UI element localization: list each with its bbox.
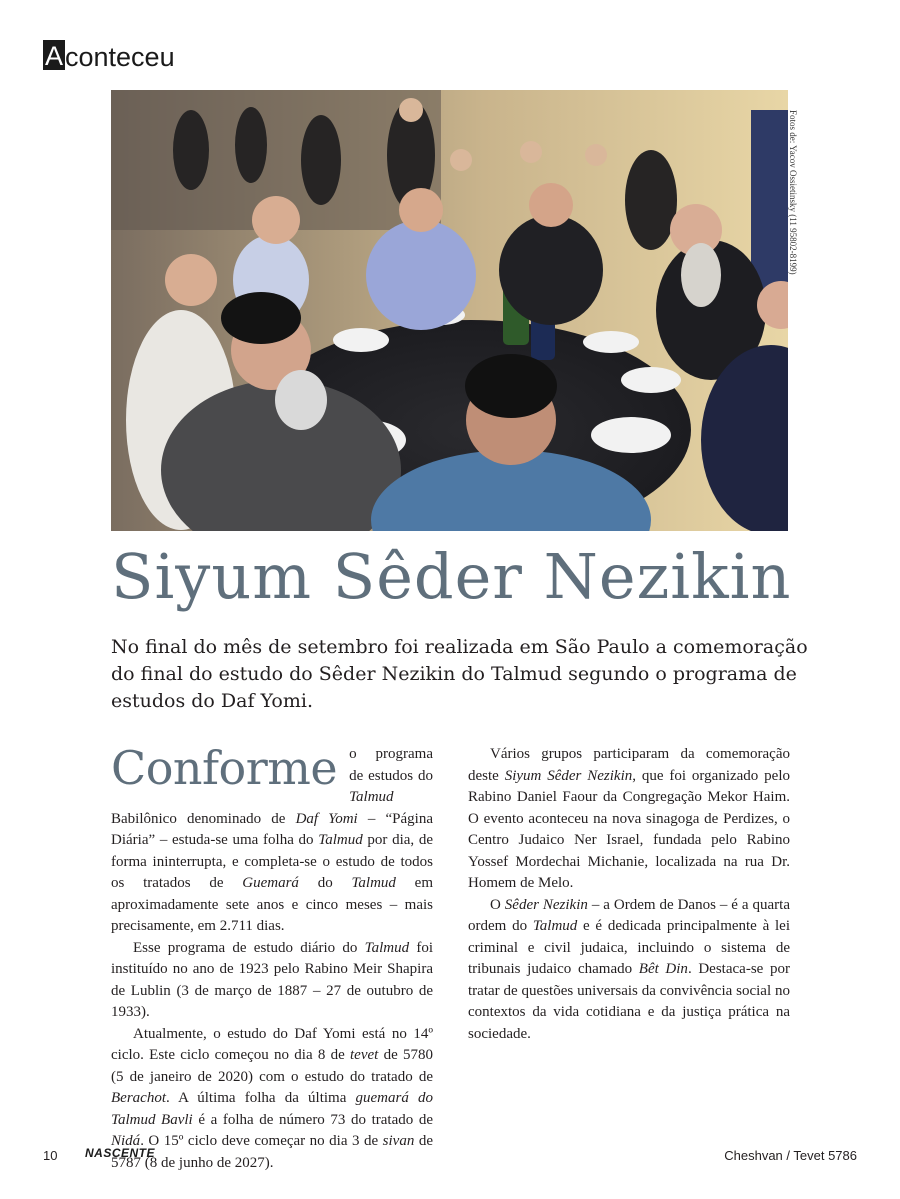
italic-term: Bêt Din: [638, 961, 688, 977]
text-run: foi instituído no ano de 1923 pelo Rabino Meir Shapira de Lublin (3 de março de 1887 – 27 de outubro de 1933).: [111, 939, 433, 1020]
text-run: de 5787 (8 de junho de 2027).: [111, 1133, 433, 1171]
text-run: e é dedicada principalmente à lei criminal e civil judaica, incluindo o sistema de tribunais judaico chamado: [468, 918, 790, 977]
text-run: por dia, de forma ininterrupta, e completa-se o estudo de todos os tratados de: [111, 832, 433, 891]
article-column-left: [111, 741, 434, 1174]
text-run: Babilônico denominado de: [111, 810, 296, 827]
text-run: do: [298, 875, 352, 891]
italic-term: Guemará: [242, 875, 299, 891]
paragraph-1: [111, 741, 434, 938]
article-title: Siyum Sêder Nezikin: [111, 540, 792, 613]
italic-term: Nidá: [111, 1133, 141, 1149]
text-run: de 5780 (5 de janeiro de 2020) com o estudo do tratado de: [111, 1047, 433, 1085]
italic-term: Talmud: [349, 789, 394, 805]
text-run: é a folha de número 73 do tratado de: [192, 1111, 433, 1128]
italic-term: sivan: [382, 1133, 415, 1149]
text-run: – a Ordem de Danos – é a quarta ordem do: [468, 896, 790, 934]
photo-credit: [787, 110, 799, 310]
drop-word: Conforme: [111, 741, 338, 795]
text-run: . O 15º ciclo deve começar no dia 3 de: [140, 1133, 383, 1149]
text-run: Atualmente, o estudo do Daf Yomi está no 14º ciclo. Este ciclo começou no dia 8 de: [111, 1025, 433, 1063]
italic-term: tevet: [350, 1047, 379, 1063]
italic-term: Sêder Nezikin: [504, 896, 588, 913]
italic-term: Talmud: [318, 832, 363, 848]
page-number: 10: [43, 1148, 58, 1163]
text-run: . A última folha da última: [165, 1090, 356, 1106]
italic-term: Berachot: [111, 1090, 166, 1106]
text-run: o programa de estudos do: [349, 746, 433, 784]
text-run: em aproximadamente sete anos e cinco meses – mais precisamente, em 2.711 dias.: [111, 875, 434, 934]
paragraph-5: [468, 895, 790, 1046]
article-lead: No final do mês de setembro foi realizada em São Paulo a comemoração do final do estudo do Sêder Nezikin do Talmud segundo o programa de estudos do Daf Yomi.: [111, 636, 808, 712]
italic-term: Siyum Sêder Nezikin: [504, 767, 633, 784]
paragraph-2: [111, 938, 433, 1024]
page-footer: [0, 1148, 900, 1168]
italic-term: Talmud: [351, 875, 396, 891]
italic-term: Daf Yomi: [295, 810, 358, 827]
section-tag: [43, 40, 175, 70]
text-run: O: [490, 896, 505, 913]
section-tag-label: conteceu: [65, 41, 175, 72]
photo-credit-text: Fotos de: Yacov Ossietinsky (11 95802-8199): [788, 110, 798, 275]
text-run: Vários grupos participaram da comemoração deste: [468, 746, 790, 784]
section-tag-letter: A: [44, 41, 63, 71]
text-run: – “Página Diária” – estuda-se uma folha do: [111, 810, 434, 848]
italic-term: Talmud: [364, 939, 410, 956]
paragraph-4: [468, 744, 790, 895]
event-photo: [111, 90, 788, 531]
issue-label: Cheshvan / Tevet 5786: [724, 1148, 857, 1163]
text-run: Esse programa de estudo diário do: [133, 939, 365, 956]
text-run: . Destaca-se por tratar de questões universais da convivência social no contextos da vida cotidiana e da justiça prática na sociedade.: [468, 961, 790, 1042]
event-photo-illustration: [111, 90, 788, 531]
italic-term: Talmud: [532, 918, 578, 934]
text-run: , que foi organizado pelo Rabino Daniel Faour da Congregação Mekor Haim. O evento aconteceu na nova sinagoga de Perdizes, o Centro Judaico Ner Israel, fundada pelo Rabino Yossef Mordechai Michanie, localizada na rua Dr. Homem de Melo.: [468, 767, 790, 891]
article-column-right: [468, 744, 790, 1045]
magazine-logo: NASCENTE: [85, 1146, 156, 1160]
italic-term: guemará do Talmud Bavli: [111, 1090, 434, 1128]
